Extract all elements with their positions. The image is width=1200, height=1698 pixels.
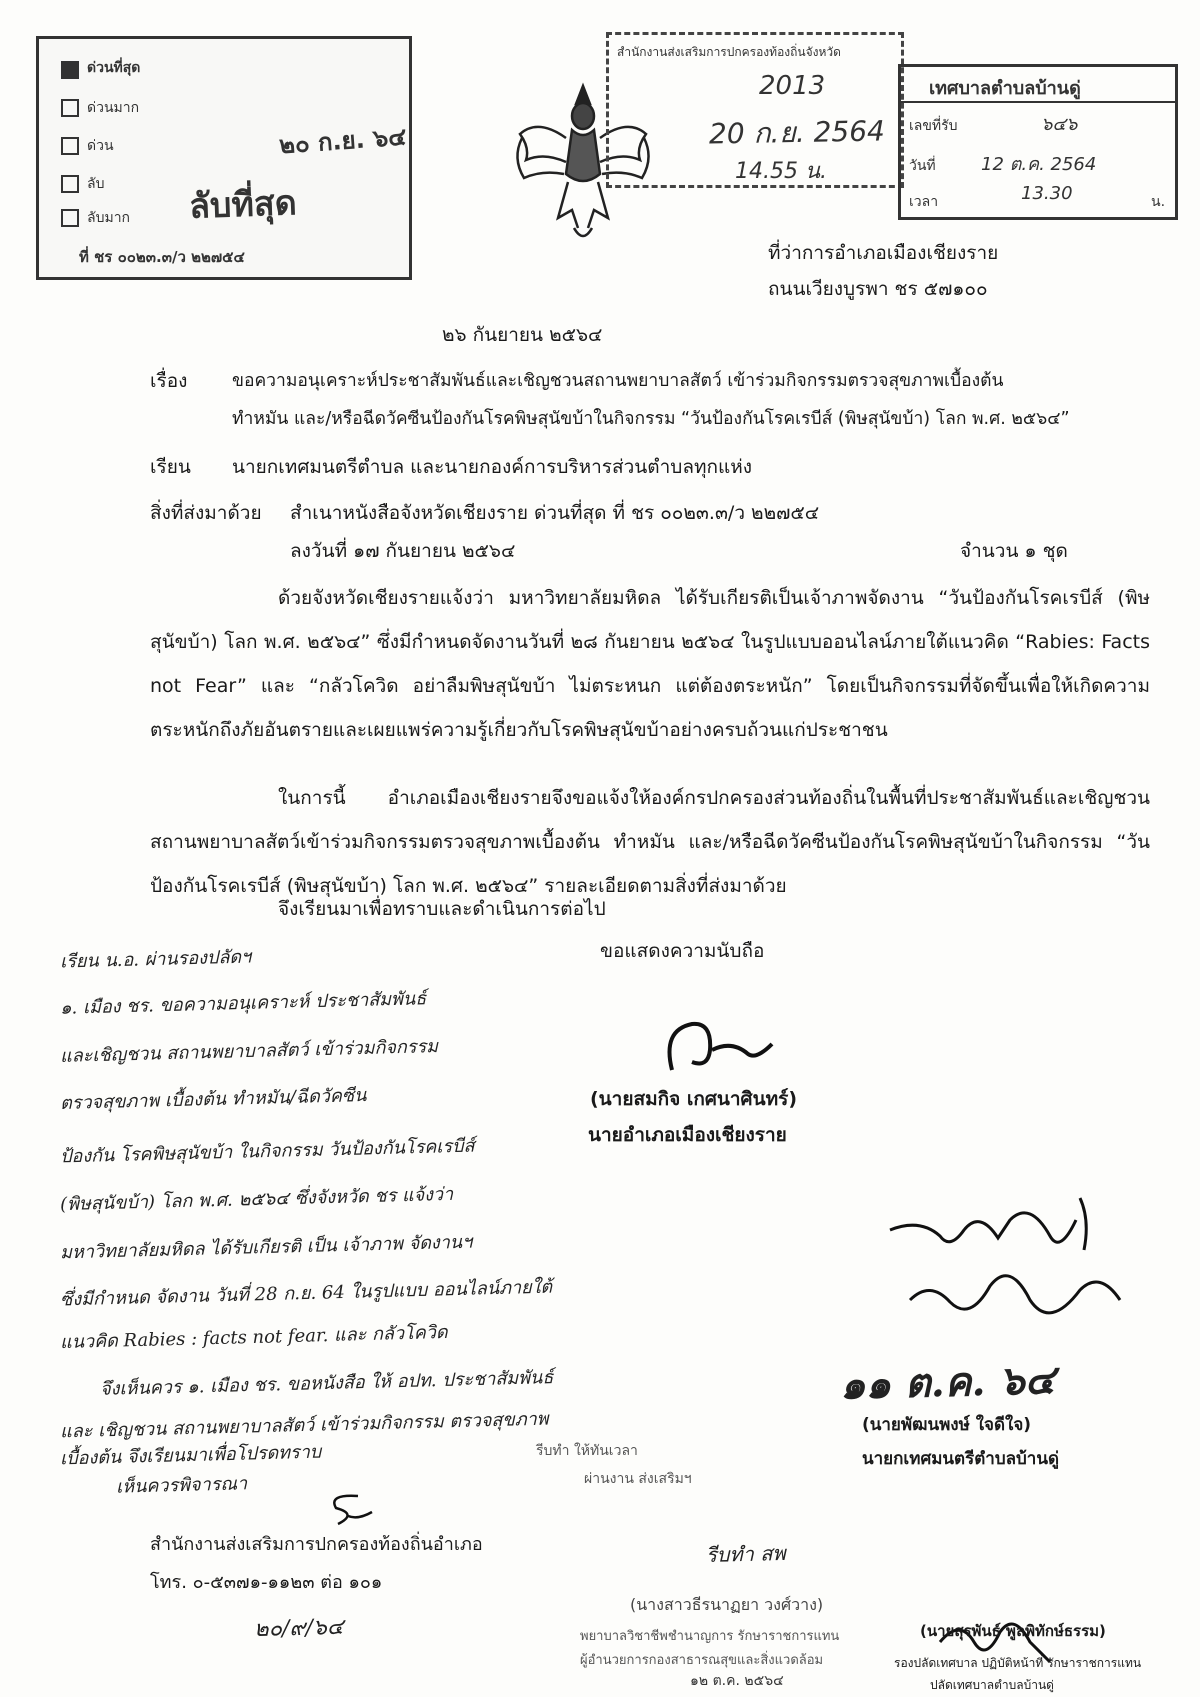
- stamp-number: 2013: [759, 71, 826, 101]
- municipality-receipt-stamp: [898, 64, 1178, 220]
- handwritten-note-line-8: ซึ่งมีกำหนด จัดงาน วันที่ 28 ก.ย. 64 ในรูปแบบ ออนไลน์ภายใต้: [59, 1276, 553, 1311]
- mayor-name: (นายพัฒนพงษ์ ใจดีใจ): [862, 1415, 1032, 1435]
- checkbox-icon: [61, 99, 79, 117]
- stamp-date: ๒๐ ก.ย. ๖๔: [278, 122, 408, 160]
- stamp-time: 14.55 น.: [735, 159, 828, 184]
- enclosure-line-1: สำเนาหนังสือจังหวัดเชียงราย ด่วนที่สุด ที่ ชร ๐๐๒๓.๓/ว ๒๒๗๕๔: [290, 502, 820, 524]
- handwritten-note-line-13: เห็นควรพิจารณา: [115, 1473, 248, 1498]
- closing: ขอแสดงความนับถือ: [600, 940, 765, 962]
- checkbox-icon: [61, 61, 79, 79]
- receive-no-label: เลขที่รับ: [909, 118, 958, 134]
- district-chief-name: (นายสมกิจ เกศนาศินทร์): [590, 1088, 798, 1110]
- receive-time-unit: น.: [1151, 194, 1166, 210]
- stamp-option-4: ลับ: [87, 176, 105, 192]
- receive-time: 13.30: [1021, 183, 1073, 204]
- handwritten-note-line-7: มหาวิทยาลัยมหิดล ได้รับเกียรติ เป็น เจ้าภาพ จัดงานฯ: [59, 1231, 473, 1264]
- stamp-option-5: ลับมาก: [87, 210, 131, 226]
- body-paragraph-3: จึงเรียนมาเพื่อทราบและดำเนินการต่อไป: [278, 898, 606, 920]
- stamp-option-2: ด่วนมาก: [87, 100, 140, 116]
- middle-stamp-line-2: ผ่านงาน ส่งเสริมฯ: [584, 1471, 692, 1487]
- letter-date: ๒๖ กันยายน ๒๕๖๔: [442, 324, 603, 346]
- mayor-handwritten-date: ๑๑ ต.ค. ๖๔: [839, 1356, 1056, 1409]
- stamp-option-1: ด่วนที่สุด: [87, 60, 141, 76]
- stamp-option-6: ลับที่สุด: [188, 183, 298, 227]
- local-office-name: สำนักงานส่งเสริมการปกครองท้องถิ่นอำเภอ: [150, 1534, 483, 1555]
- urgency-stamp: [36, 36, 412, 280]
- enclosure-line-2: ลงวันที่ ๑๗ กันยายน ๒๕๖๔: [290, 540, 516, 562]
- deputy-name: (นายสุรพันธ์ พูลพิทักษ์ธรรม): [920, 1622, 1106, 1640]
- stamp-title: เทศบาลตำบลบ้านดู่: [929, 78, 1081, 99]
- handwritten-note-line-2: ๑. เมือง ชร. ขอความอนุเคราะห์ ประชาสัมพันธ์: [59, 988, 427, 1019]
- recipient-text: นายกเทศมนตรีตำบล และนายกองค์การบริหารส่วนตำบลทุกแห่ง: [232, 456, 753, 478]
- checkbox-icon: [61, 175, 79, 193]
- handwritten-date: ๒๐/๙/๖๔: [253, 1614, 344, 1643]
- handwritten-note-line-3: และเชิญชวน สถานพยาบาลสัตว์ เข้าร่วมกิจกรรม: [59, 1036, 439, 1067]
- subject-line-2: ทำหมัน และ/หรือฉีดวัคซีนป้องกันโรคพิษสุนัขบ้าในกิจกรรม “วันป้องกันโรคเรบีส์ (พิษสุนัขบ้า) โลก พ.ศ. ๒๕๖๔”: [232, 409, 1070, 429]
- district-chief-signature-icon: [652, 1010, 792, 1080]
- nurse-handwritten: รีบทำ สพ: [705, 1540, 786, 1568]
- provincial-receipt-stamp: [606, 32, 904, 188]
- receive-date: 12 ต.ค. 2564: [981, 154, 1097, 175]
- deputy-title-1: รองปลัดเทศบาล ปฏิบัติหน้าที่ รักษาราชการแทน: [894, 1656, 1142, 1670]
- checkbox-icon: [61, 209, 79, 227]
- local-officer-signature-icon: [318, 1490, 378, 1530]
- checkbox-icon: [61, 137, 79, 155]
- sender-office: ที่ว่าการอำเภอเมืองเชียงราย: [768, 242, 999, 264]
- body-paragraph-1: ด้วยจังหวัดเชียงรายแจ้งว่า มหาวิทยาลัยมหิดล ได้รับเกียรติเป็นเจ้าภาพจัดงาน “วันป้องกันโรคเรบีส์ (พิษสุนัขบ้า) โลก พ.ศ. ๒๕๖๔” ซึ่งมีกำหนดจัดงานวันที่ ๒๘ กันยายน ๒๕๖๔ ในรูปแบบออนไลน์ภายใต้แนวคิด “Rabies: Facts not Fear” และ “กลัวโควิด อย่าลืมพิษสุนัขบ้า ไม่ตระหนก แต่ต้องตระหนัก” โดยเป็นกิจกรรมที่จัดขึ้นเพื่อให้เกิดความตระหนักถึงภัยอันตรายและเผยแพร่ความรู้เกี่ยวกับโรคพิษสุนัขบ้าอย่างครบถ้วนแก่ประชาชน: [150, 587, 1150, 741]
- stamp-option-3: ด่วน: [87, 138, 114, 154]
- subject-label: เรื่อง: [150, 370, 188, 392]
- mayor-title: นายกเทศมนตรีตำบลบ้านดู่: [862, 1449, 1060, 1469]
- local-office-phone: โทร. ๐-๕๓๗๑-๑๑๒๓ ต่อ ๑๐๑: [150, 1572, 383, 1593]
- enclosure-label: สิ่งที่ส่งมาด้วย: [150, 502, 262, 524]
- receive-no: ๖๔๖: [1041, 114, 1078, 135]
- sender-address: ถนนเวียงบูรพา ชร ๕๗๑๐๐: [768, 278, 988, 300]
- handwritten-note-line-12: เบื้องต้น จึงเรียนมาเพื่อโปรดทราบ: [59, 1441, 322, 1470]
- handwritten-note-line-11: และ เชิญชวน สถานพยาบาลสัตว์ เข้าร่วมกิจกรรม ตรวจสุขภาพ: [59, 1408, 549, 1443]
- handwritten-note-line-10: จึงเห็นควร ๑. เมือง ชร. ขอหนังสือ ให้ อปท. ประชาสัมพันธ์: [99, 1367, 554, 1400]
- nurse-stamp-date: ๑๒ ต.ค. ๒๕๖๔: [690, 1673, 784, 1689]
- receive-date-label: วันที่: [909, 158, 936, 174]
- stamp-header: สำนักงานส่งเสริมการปกครองท้องถิ่นจังหวัด: [617, 45, 841, 59]
- recipient-label: เรียน: [150, 456, 191, 478]
- deputy-title-2: ปลัดเทศบาลตำบลบ้านดู่: [930, 1678, 1054, 1692]
- middle-stamp-line-1: รีบทำ ให้ทันเวลา: [536, 1443, 638, 1459]
- receive-time-label: เวลา: [909, 194, 939, 210]
- enclosure-count: จำนวน ๑ ชุด: [960, 540, 1068, 562]
- handwritten-note-line-5: ป้องกัน โรคพิษสุนัขบ้า ในกิจกรรม วันป้องกันโรคเรบีส์: [59, 1135, 475, 1168]
- handwritten-note-line-9: แนวคิด Rabies : facts not fear. และ กลัวโควิด: [59, 1321, 448, 1354]
- handwritten-note-line-1: เรียน น.อ. ผ่านรองปลัดฯ: [59, 946, 252, 973]
- district-chief-title: นายอำเภอเมืองเชียงราย: [588, 1124, 787, 1146]
- subject-line-1: ขอความอนุเคราะห์ประชาสัมพันธ์และเชิญชวนสถานพยาบาลสัตว์ เข้าร่วมกิจกรรมตรวจสุขภาพเบื้องต้น: [232, 371, 1004, 391]
- stamp-reference: ที่ ชร ๐๐๒๓.๓/ว ๒๒๗๕๔: [79, 248, 245, 266]
- stamp-date: 20 ก.ย. 2564: [708, 114, 886, 151]
- nurse-name: (นางสาวธีรนาฏยา วงศ์วาง): [630, 1595, 824, 1614]
- handwritten-note-line-6: (พิษสุนัขบ้า) โลก พ.ศ. ๒๕๖๔ ซึ่งจังหวัด ชร แจ้งว่า: [59, 1183, 454, 1216]
- nurse-title-1: พยาบาลวิชาชีพชำนาญการ รักษาราชการแทน: [580, 1629, 840, 1644]
- nurse-title-2: ผู้อำนวยการกองสาธารณสุขและสิ่งแวดล้อม: [580, 1653, 824, 1668]
- handwritten-note-line-4: ตรวจสุขภาพ เบื้องต้น ทำหมัน/ฉีดวัคซีน: [59, 1084, 367, 1115]
- body-paragraph-2: ในการนี้ อำเภอเมืองเชียงรายจึงขอแจ้งให้องค์กรปกครองส่วนท้องถิ่นในพื้นที่ประชาสัมพันธ์และเชิญชวนสถานพยาบาลสัตว์เข้าร่วมกิจกรรมตรวจสุขภาพเบื้องต้น ทำหมัน และ/หรือฉีดวัคซีนป้องกันโรคพิษสุนัขบ้าในกิจกรรม “วันป้องกันโรคเรบีส์ (พิษสุนัขบ้า) โลก พ.ศ. ๒๕๖๔” รายละเอียดตามสิ่งที่ส่งมาด้วย: [150, 787, 1150, 897]
